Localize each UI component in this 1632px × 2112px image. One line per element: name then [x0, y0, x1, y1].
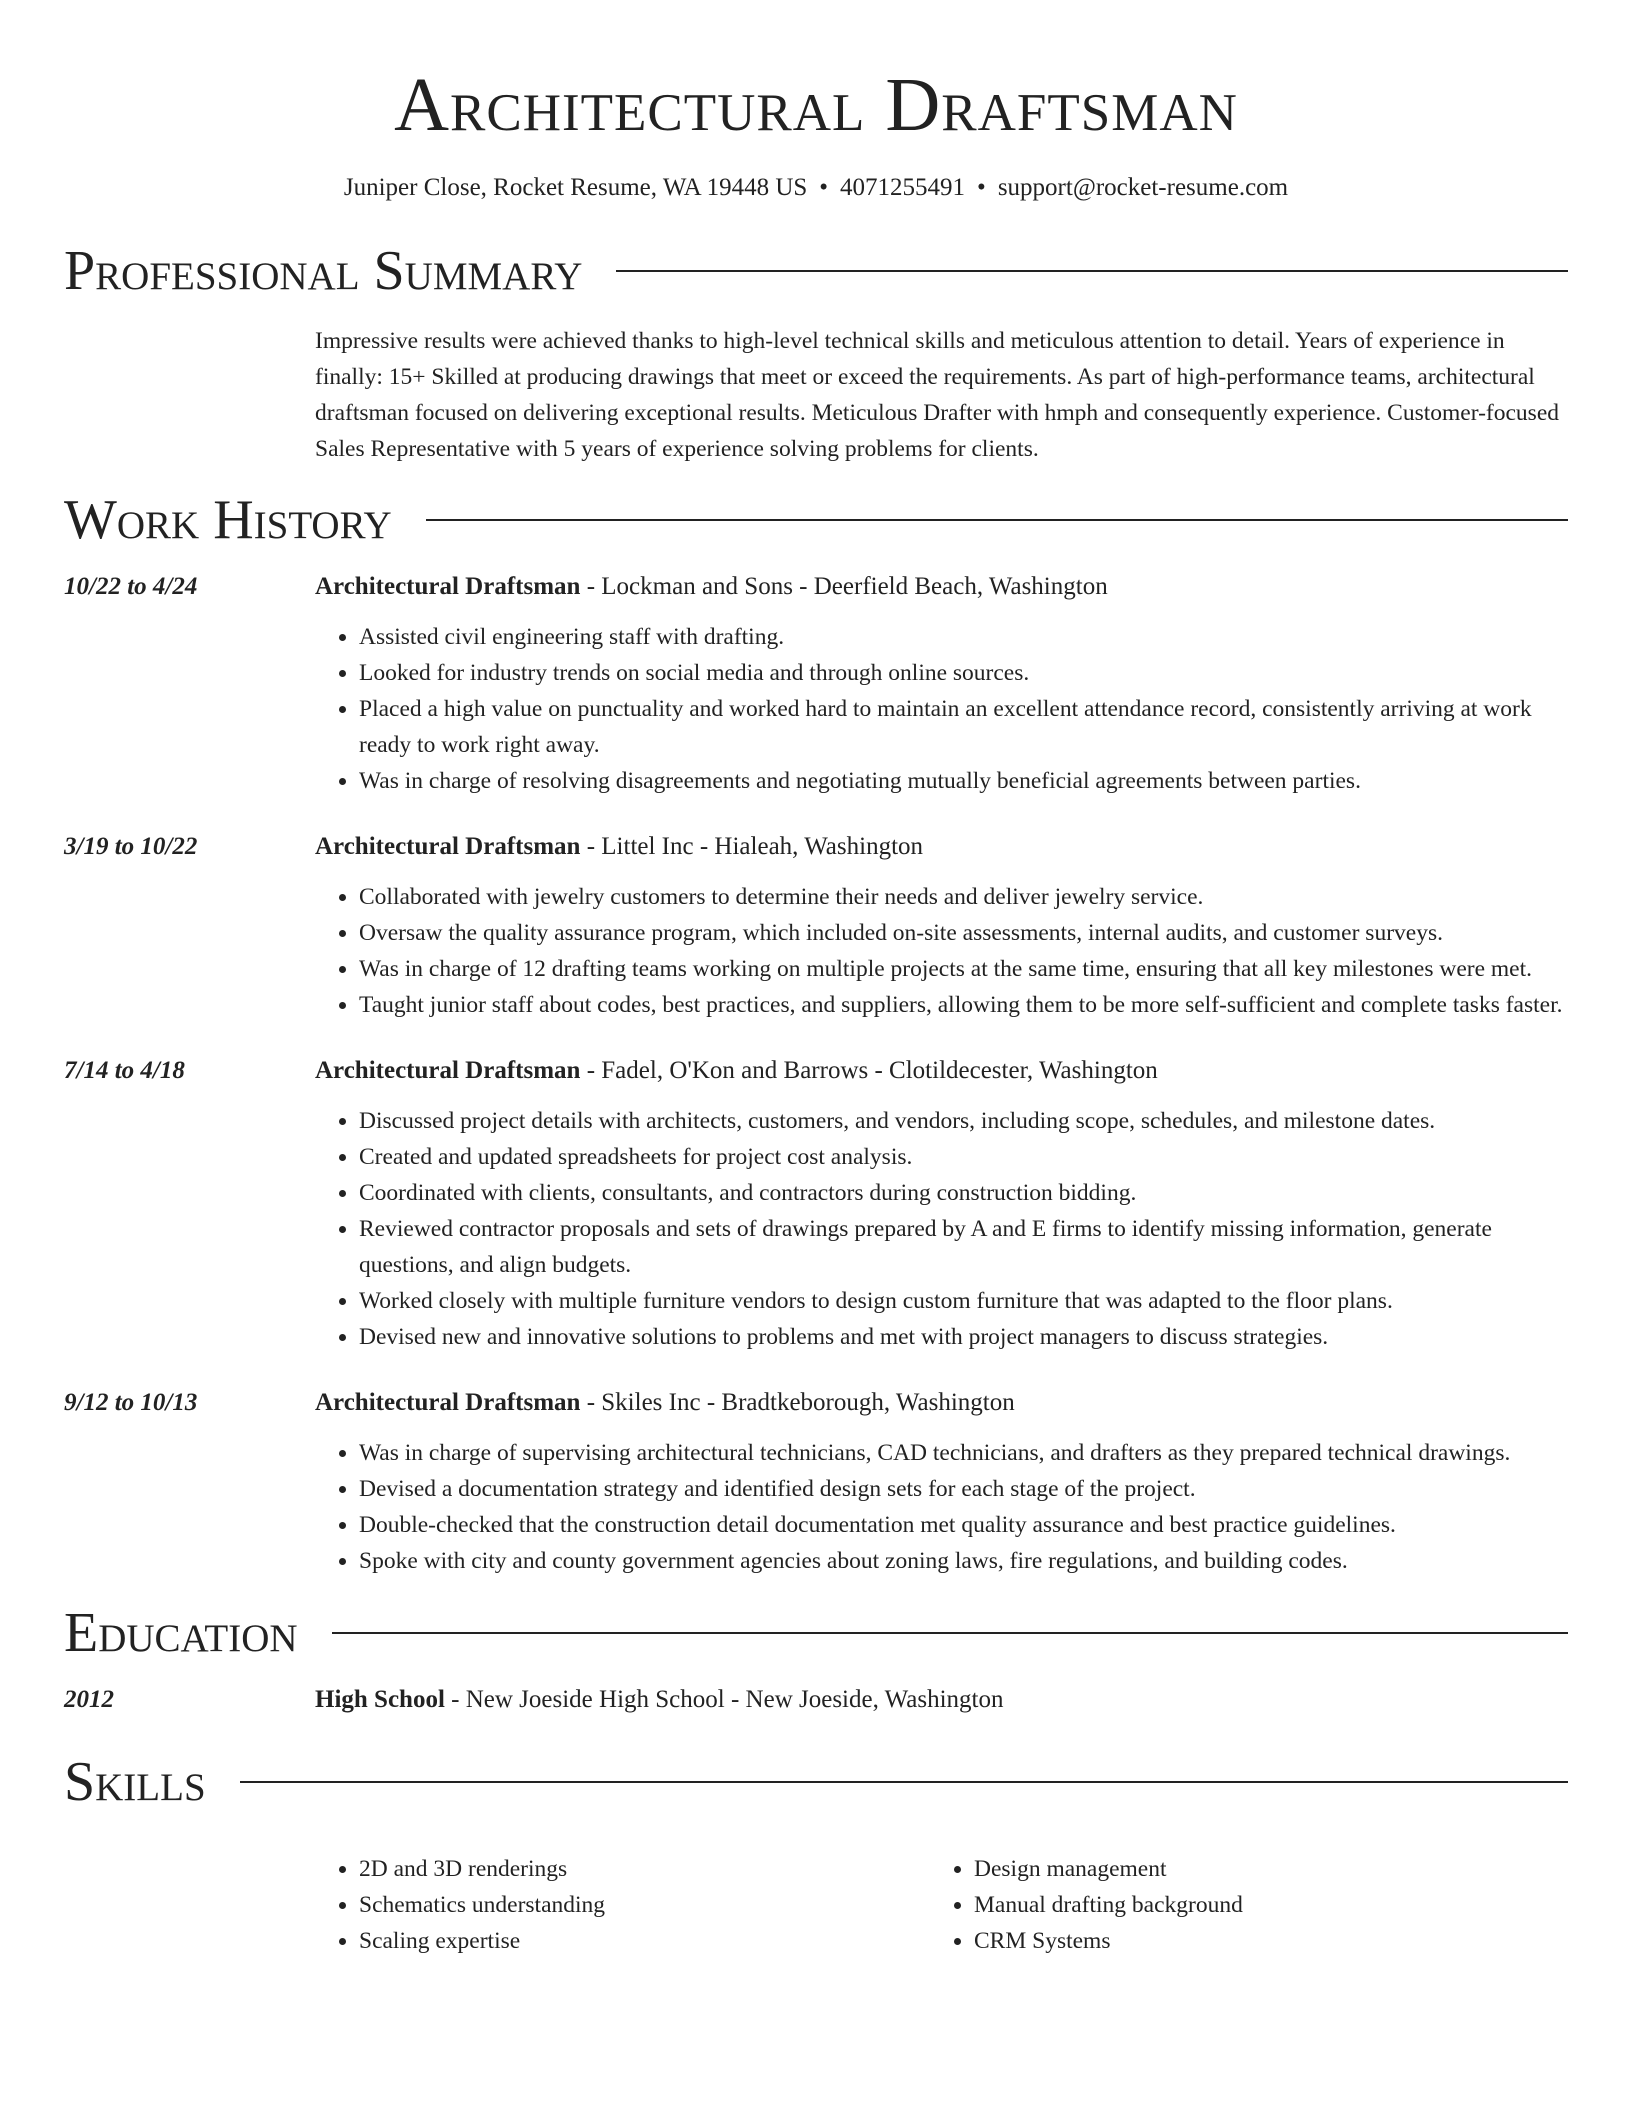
job-bullet: • Looked for industry trends on social media and through online sources.: [359, 655, 1568, 691]
skill-item: • Schematics understanding: [359, 1887, 930, 1923]
job-bullet: • Assisted civil engineering staff with drafting.: [359, 619, 1568, 655]
job-title: Architectural Draftsman: [315, 833, 581, 860]
summary-section-header: [64, 236, 1568, 306]
section-divider: [240, 1781, 1568, 1783]
job-heading: [315, 1054, 1158, 1088]
job-dates: 7/14 to 4/18: [64, 1057, 185, 1084]
contact-separator: •: [819, 174, 829, 201]
skills-section-header: [64, 1747, 1568, 1817]
job-heading: [315, 830, 923, 864]
job-bullets: [315, 1435, 1568, 1579]
contact-separator: •: [977, 174, 986, 201]
resume-page: [64, 0, 1568, 1959]
job-bullet: • Collaborated with jewelry customers to determine their needs and deliver jewelry service.: [359, 879, 1568, 915]
job-bullet: • Placed a high value on punctuality and worked hard to maintain an excellent attendance record, consistently arriving at work ready to work right away.: [359, 691, 1568, 763]
job-bullet: • Discussed project details with architects, customers, and vendors, including scope, schedules, and milestone dates.: [359, 1103, 1568, 1139]
job-bullets: [315, 879, 1568, 1023]
job-header: [64, 830, 1568, 864]
job-bullet: • Coordinated with clients, consultants, and contractors during construction bidding.: [359, 1175, 1568, 1211]
work-heading: Work History: [64, 489, 392, 551]
job-dates: 10/22 to 4/24: [64, 573, 198, 600]
job-title: Architectural Draftsman: [315, 1057, 581, 1084]
skill-item: • Manual drafting background: [974, 1887, 1545, 1923]
job-bullet: • Was in charge of 12 drafting teams working on multiple projects at the same time, ensuring that all key milestones were met.: [359, 951, 1568, 987]
skills-heading: Skills: [64, 1751, 206, 1813]
education-year: 2012: [64, 1686, 114, 1713]
job-heading: [315, 1386, 1015, 1420]
job-bullet: • Worked closely with multiple furniture vendors to design custom furniture that was adapted to the floor plans.: [359, 1283, 1568, 1319]
job-dates: 9/12 to 10/13: [64, 1389, 198, 1416]
job-bullet: • Oversaw the quality assurance program, which included on-site assessments, internal audits, and customer surveys.: [359, 915, 1568, 951]
job-bullet: • Reviewed contractor proposals and sets of drawings prepared by A and E firms to identify missing information, generate questions, and align budgets.: [359, 1211, 1568, 1283]
education-header: [64, 1683, 1568, 1717]
contact-phone: 4071255491: [840, 174, 966, 201]
summary-heading: Professional Summary: [64, 240, 583, 302]
job-title: Architectural Draftsman: [315, 1389, 581, 1416]
job-details: - Littel Inc - Hialeah, Washington: [580, 833, 924, 860]
job-entry: [64, 1054, 1568, 1355]
job-details: - Skiles Inc - Bradtkeborough, Washington: [580, 1389, 1015, 1416]
resume-name: Architectural Draftsman: [394, 63, 1238, 147]
job-bullet: • Was in charge of resolving disagreements and negotiating mutually beneficial agreements between parties.: [359, 763, 1568, 799]
job-bullet: • Created and updated spreadsheets for project cost analysis.: [359, 1139, 1568, 1175]
job-bullet: • Devised new and innovative solutions to problems and met with project managers to discuss strategies.: [359, 1319, 1568, 1355]
summary-text: Impressive results were achieved thanks to high-level technical skills and meticulous attention to detail. Years of experience in finally: 15+ Skilled at producing drawings that meet or exceed the requirements. As part of high-performance teams, architectural draftsman focused on delivering exceptional results. Meticulous Drafter with hmph and consequently experience. Customer-focused Sales Representative with 5 years of experience solving problems for clients.: [315, 328, 1559, 462]
education-heading-line: [315, 1683, 1003, 1717]
contact-address: Juniper Close, Rocket Resume, WA 19448 US: [343, 174, 808, 201]
section-divider: [426, 519, 1568, 521]
education-heading: Education: [64, 1602, 298, 1664]
job-header: [64, 1386, 1568, 1420]
job-title: Architectural Draftsman: [315, 573, 581, 600]
job-details: - Fadel, O'Kon and Barrows - Clotildecester, Washington: [580, 1057, 1158, 1084]
contact-email: support@rocket-resume.com: [997, 174, 1289, 201]
job-bullets: [315, 1103, 1568, 1355]
skill-item: • CRM Systems: [974, 1923, 1545, 1959]
job-details: - Lockman and Sons - Deerfield Beach, Washington: [580, 573, 1108, 600]
job-bullet: • Spoke with city and county government agencies about zoning laws, fire regulations, and building codes.: [359, 1543, 1568, 1579]
contact-line: [64, 172, 1568, 204]
section-divider: [332, 1632, 1568, 1634]
education-section-header: [64, 1598, 1568, 1668]
education-degree: High School: [315, 1686, 445, 1713]
skills-column-right: [930, 1851, 1545, 1959]
education-details: - New Joeside High School - New Joeside, Washington: [444, 1686, 1004, 1713]
job-header: [64, 570, 1568, 604]
job-entry: [64, 830, 1568, 1023]
job-bullet: • Devised a documentation strategy and identified design sets for each stage of the project.: [359, 1471, 1568, 1507]
job-heading: [315, 570, 1108, 604]
skill-item: • 2D and 3D renderings: [359, 1851, 930, 1887]
job-bullets: [315, 619, 1568, 799]
job-entry: [64, 1386, 1568, 1579]
skills-list: [315, 1851, 1568, 1959]
job-bullet: • Taught junior staff about codes, best practices, and suppliers, allowing them to be more self-sufficient and complete tasks faster.: [359, 987, 1568, 1023]
work-section-header: [64, 485, 1568, 555]
job-bullet: • Double-checked that the construction detail documentation met quality assurance and best practice guidelines.: [359, 1507, 1568, 1543]
job-entry: [64, 570, 1568, 799]
skill-item: • Design management: [974, 1851, 1545, 1887]
job-dates: 3/19 to 10/22: [64, 833, 198, 860]
job-bullet: • Was in charge of supervising architectural technicians, CAD technicians, and drafters as they prepared technical drawings.: [359, 1435, 1568, 1471]
skills-column-left: [315, 1851, 930, 1959]
section-divider: [616, 270, 1568, 272]
education-entry: [64, 1683, 1568, 1717]
job-header: [64, 1054, 1568, 1088]
skill-item: • Scaling expertise: [359, 1923, 930, 1959]
